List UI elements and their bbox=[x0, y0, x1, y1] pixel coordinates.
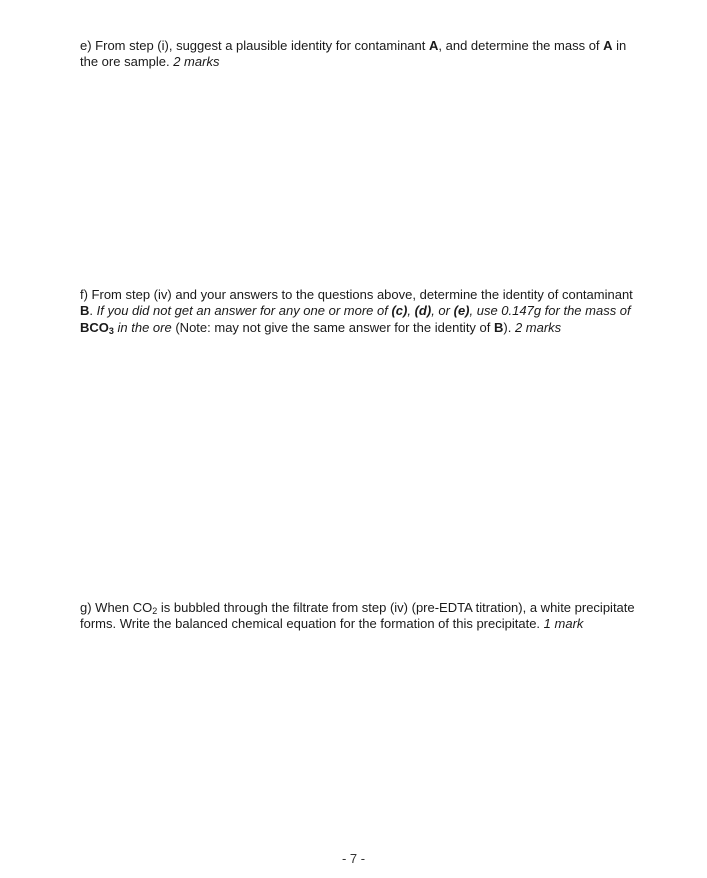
question-f-instruction-3: in the ore bbox=[113, 319, 172, 335]
contaminant-b-label: B bbox=[80, 303, 90, 319]
bco3-formula-base: BCO bbox=[80, 319, 109, 335]
question-f-sep: . bbox=[89, 303, 97, 319]
question-f-instruction-1: If you did not get an answer for any one or more of bbox=[96, 303, 392, 319]
contaminant-b-label-2: B bbox=[494, 319, 504, 335]
bco3-formula bbox=[80, 320, 114, 335]
question-f bbox=[80, 287, 636, 336]
contaminant-a-label: A bbox=[429, 38, 439, 53]
question-e-text-end: in the ore sample. bbox=[80, 38, 627, 70]
part-c-ref: (c) bbox=[391, 303, 408, 319]
question-f-note: (Note: may not give the same answer for the identity of bbox=[171, 319, 494, 335]
question-g-marks: 1 mark bbox=[543, 616, 584, 632]
question-e-text-middle: , and determine the mass of bbox=[438, 38, 604, 53]
question-e-marks: 2 marks bbox=[173, 54, 220, 70]
question-f-marks: 2 marks bbox=[514, 319, 562, 335]
page-number: - 7 - bbox=[341, 851, 366, 866]
question-f-instruction-2: , use 0.147g for the mass of bbox=[469, 303, 631, 319]
question-g-prefix: g) When CO bbox=[80, 600, 153, 615]
question-g-text: is bubbled through the filtrate from step (iv) (pre-EDTA titration), a white precipitate forms. Write the balanced chemical equation for the formation of this precipitate. bbox=[80, 600, 635, 632]
contaminant-a-label-2: A bbox=[603, 38, 613, 53]
part-e-ref: (e) bbox=[453, 303, 470, 319]
question-g bbox=[80, 600, 636, 633]
question-f-sep-1: , bbox=[407, 303, 415, 319]
question-f-note-end: ). bbox=[503, 319, 515, 335]
question-f-text: f) From step (iv) and your answers to the questions above, determine the identity of contaminant bbox=[80, 287, 633, 302]
co2-subscript: 2 bbox=[152, 606, 158, 616]
part-d-ref: (d) bbox=[414, 303, 432, 319]
question-f-sep-2: , or bbox=[431, 303, 454, 319]
question-e-text: e) From step (i), suggest a plausible identity for contaminant bbox=[80, 38, 429, 53]
question-e bbox=[80, 38, 636, 71]
bco3-formula-subscript: 3 bbox=[108, 325, 114, 336]
question-f-instruction bbox=[97, 303, 631, 318]
